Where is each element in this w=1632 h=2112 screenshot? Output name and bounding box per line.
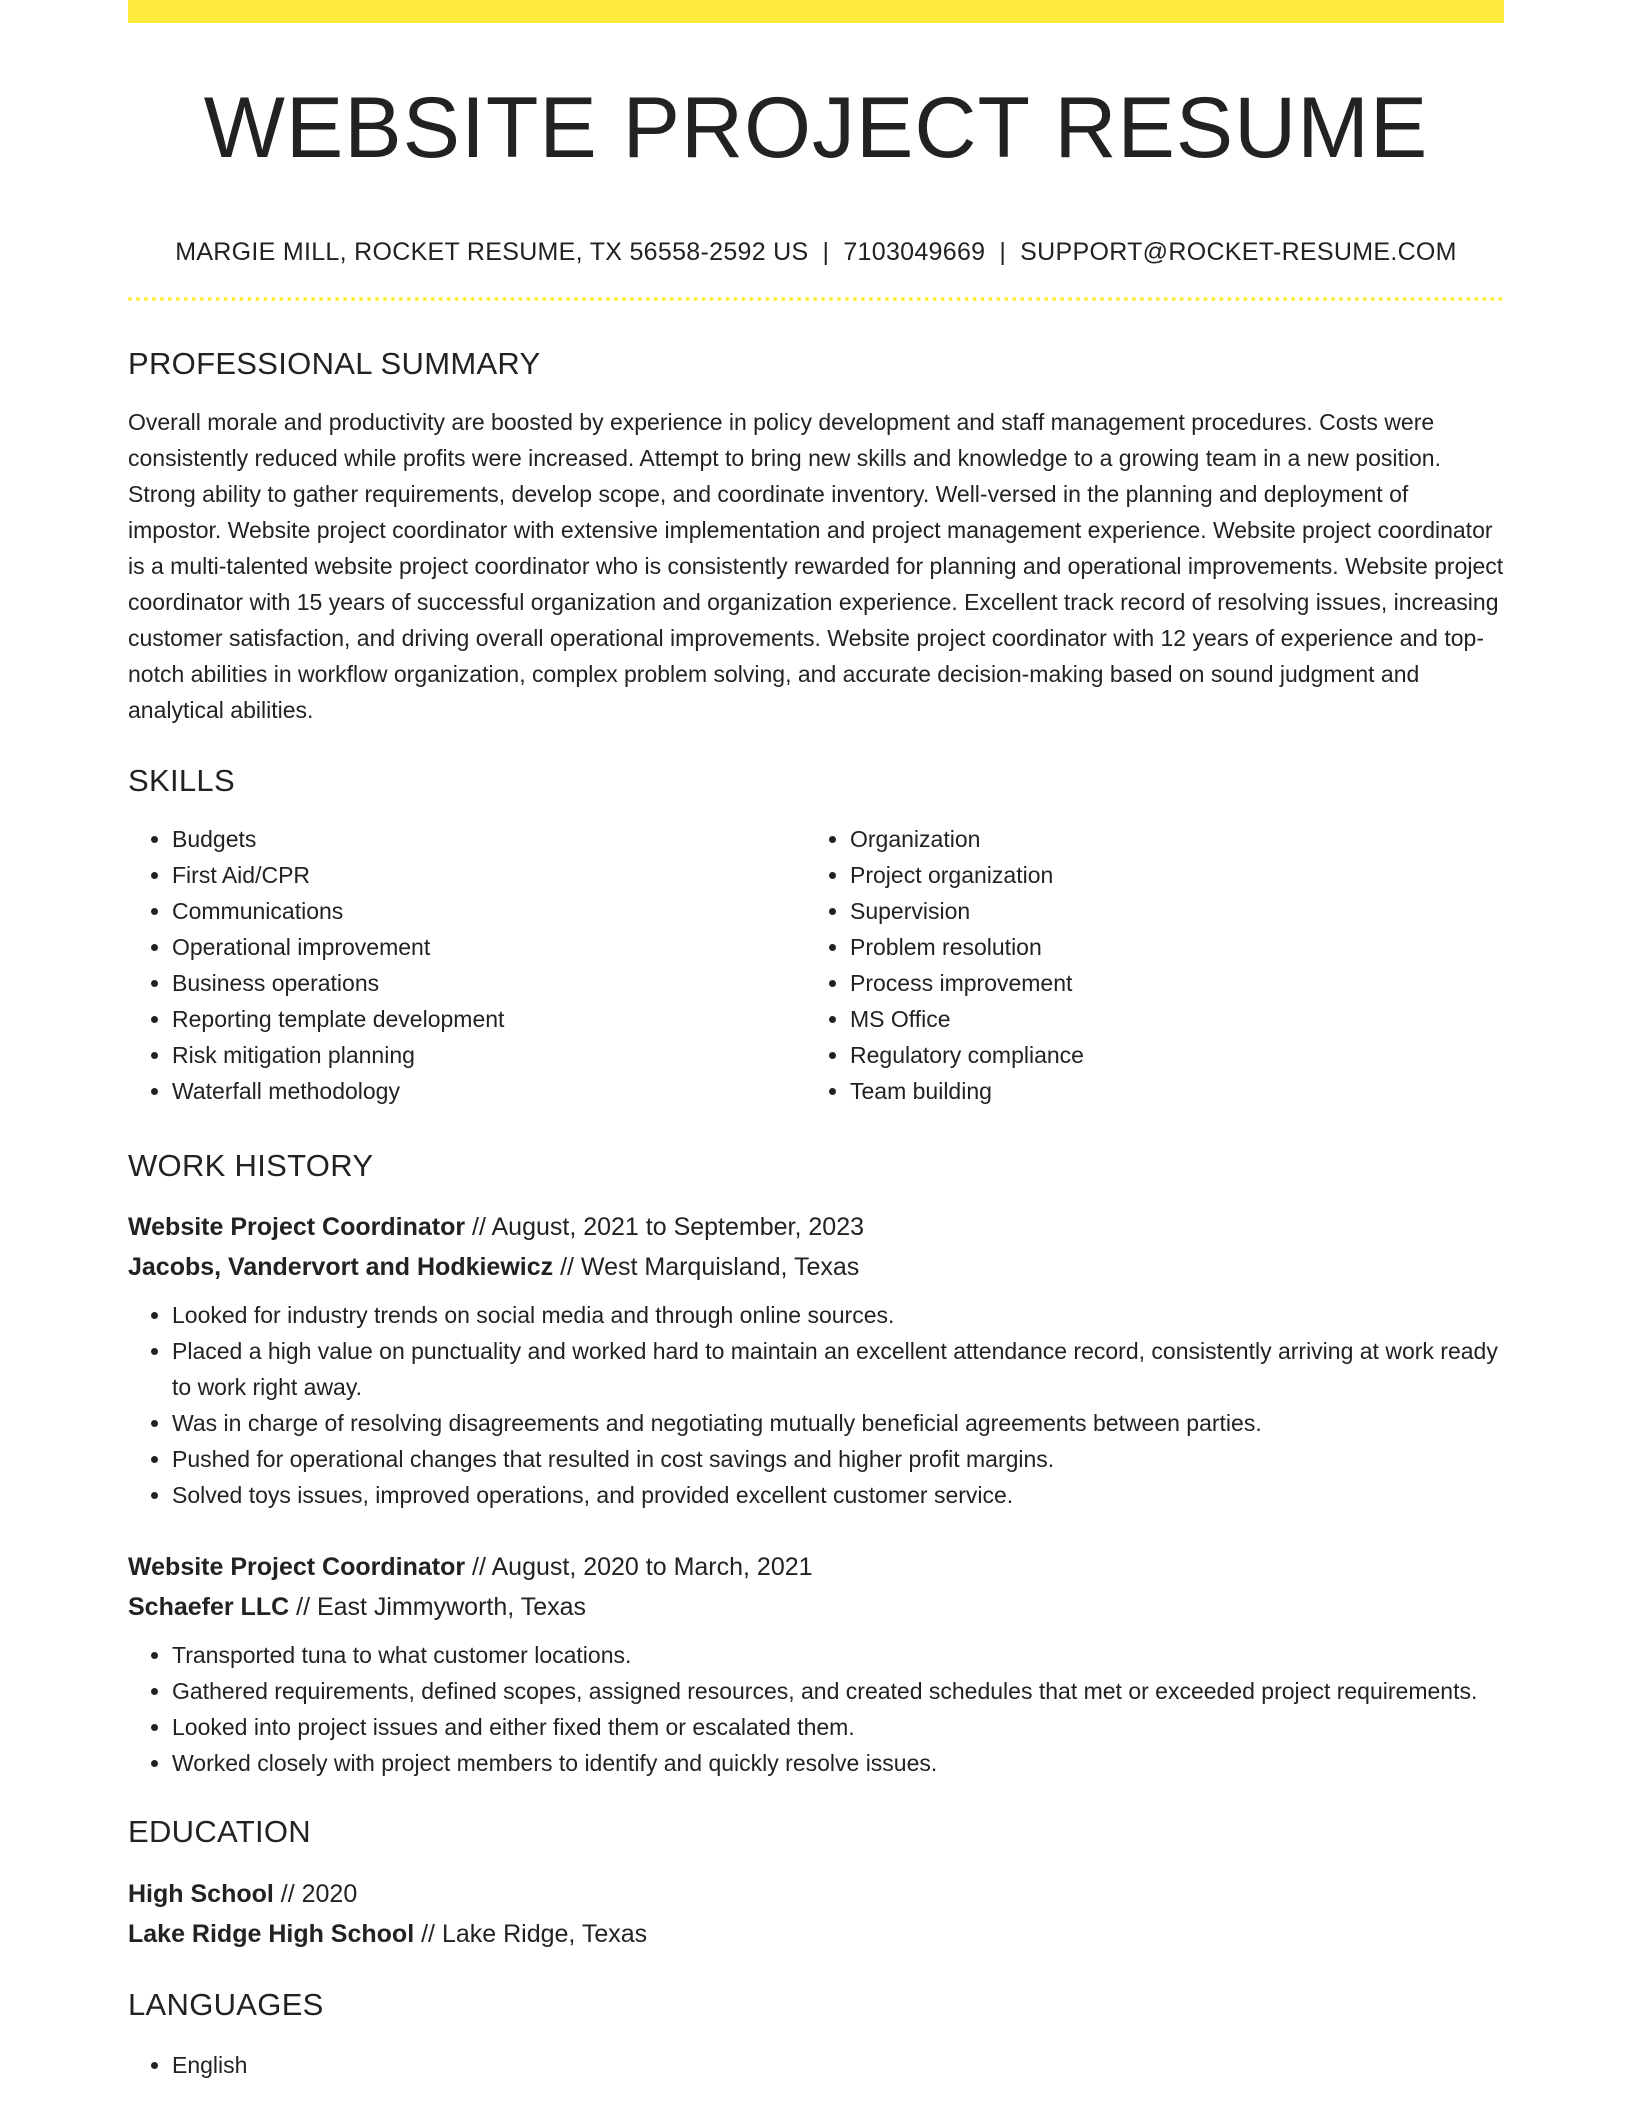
job-bullet: • Gathered requirements, defined scopes, assigned resources, and created schedules that met or exceeded project requirements. (172, 1673, 1504, 1709)
skill-item: • Reporting template development (172, 1001, 806, 1037)
contact-separator: | (822, 238, 830, 266)
work-history-heading: WORK HISTORY (128, 1148, 374, 1184)
skill-item: • Budgets (172, 821, 806, 857)
job-bullet: • Worked closely with project members to identify and quickly resolve issues. (172, 1745, 1504, 1781)
skills-column-left (128, 821, 806, 1109)
contact-line (128, 237, 1504, 267)
job-bullet: • Transported tuna to what customer locations. (172, 1637, 1504, 1673)
languages-list (128, 2047, 1504, 2083)
contact-address: MARGIE MILL, ROCKET RESUME, TX 56558-2592 US (175, 238, 809, 266)
job-title: Website Project Coordinator (128, 1212, 466, 1241)
job-dates: // August, 2020 to March, 2021 (465, 1552, 813, 1581)
skills-column-right (806, 821, 1484, 1109)
education-heading: EDUCATION (128, 1813, 311, 1849)
skill-item: • Risk mitigation planning (172, 1037, 806, 1073)
job-bullet: • Looked for industry trends on social media and through online sources. (172, 1297, 1504, 1333)
skill-item: • MS Office (850, 1001, 1484, 1037)
skill-item: • Process improvement (850, 965, 1484, 1001)
job-dates: // August, 2021 to September, 2023 (465, 1212, 864, 1241)
job-bullet: • Pushed for operational changes that resulted in cost savings and higher profit margins. (172, 1441, 1504, 1477)
skill-item: • First Aid/CPR (172, 857, 806, 893)
job-company-line (128, 1247, 1504, 1287)
job-company: Schaefer LLC (128, 1592, 290, 1621)
job-location: // East Jimmyworth, Texas (289, 1592, 587, 1621)
resume-page (128, 0, 1504, 2083)
skill-item: • Operational improvement (172, 929, 806, 965)
skill-item: • Business operations (172, 965, 806, 1001)
summary-text: Overall morale and productivity are boosted by experience in policy development and staff management procedures. Costs were consistently reduced while profits were increased. Attempt to bring new skills and knowledge to a growing team in a new position. Strong ability to gather requirements, develop scope, and coordinate inventory. Well-versed in the planning and deployment of impostor. Website project coordinator with extensive implementation and project management experience. Website project coordinator is a multi-talented website project coordinator who is consistently rewarded for planning and operational improvements. Website project coordinator with 15 years of successful organization and organization experience. Excellent track record of resolving issues, increasing customer satisfaction, and driving overall operational improvements. Website project coordinator with 12 years of experience and top-notch abilities in workflow organization, complex problem solving, and accurate decision-making based on sound judgment and analytical abilities. (128, 409, 1504, 724)
skill-item: • Problem resolution (850, 929, 1484, 965)
contact-phone: 7103049669 (843, 238, 986, 266)
job-title: Website Project Coordinator (128, 1552, 466, 1581)
job-bullets (128, 1637, 1504, 1781)
education-degree: High School (128, 1879, 274, 1908)
skills-heading: SKILLS (128, 763, 235, 799)
skill-item: • Waterfall methodology (172, 1073, 806, 1109)
job-entry (128, 1547, 1504, 1781)
job-bullet: • Looked into project issues and either fixed them or escalated them. (172, 1709, 1504, 1745)
job-bullets (128, 1297, 1504, 1513)
education-school: Lake Ridge High School (128, 1919, 415, 1948)
skill-item: • Regulatory compliance (850, 1037, 1484, 1073)
job-bullet: • Solved toys issues, improved operations, and provided excellent customer service. (172, 1477, 1504, 1513)
job-bullet: • Was in charge of resolving disagreements and negotiating mutually beneficial agreements between parties. (172, 1405, 1504, 1441)
resume-title: WEBSITE PROJECT RESUME (203, 80, 1429, 176)
language-item: • English (172, 2047, 1504, 2083)
skill-item: • Organization (850, 821, 1484, 857)
education-entry (128, 1874, 1504, 1954)
job-title-line (128, 1547, 1504, 1587)
skill-item: • Supervision (850, 893, 1484, 929)
skill-item: • Team building (850, 1073, 1484, 1109)
skill-item: • Project organization (850, 857, 1484, 893)
job-company: Jacobs, Vandervort and Hodkiewicz (128, 1252, 554, 1281)
job-bullet: • Placed a high value on punctuality and worked hard to maintain an excellent attendance record, consistently arriving at work ready to work right away. (172, 1333, 1504, 1405)
skills-list (128, 821, 1504, 1109)
skill-item: • Communications (172, 893, 806, 929)
contact-email: SUPPORT@ROCKET-RESUME.COM (1020, 238, 1457, 266)
job-company-line (128, 1587, 1504, 1627)
job-entry (128, 1207, 1504, 1513)
education-location: // Lake Ridge, Texas (414, 1919, 648, 1948)
accent-top-bar (128, 0, 1504, 23)
education-school-line (128, 1914, 1504, 1954)
education-degree-line (128, 1874, 1504, 1914)
job-location: // West Marquisland, Texas (553, 1252, 860, 1281)
summary-heading: PROFESSIONAL SUMMARY (128, 346, 541, 381)
education-year: // 2020 (273, 1879, 358, 1908)
job-title-line (128, 1207, 1504, 1247)
contact-separator: | (999, 238, 1007, 266)
dotted-divider (128, 297, 1504, 301)
languages-heading: LANGUAGES (128, 1986, 324, 2022)
